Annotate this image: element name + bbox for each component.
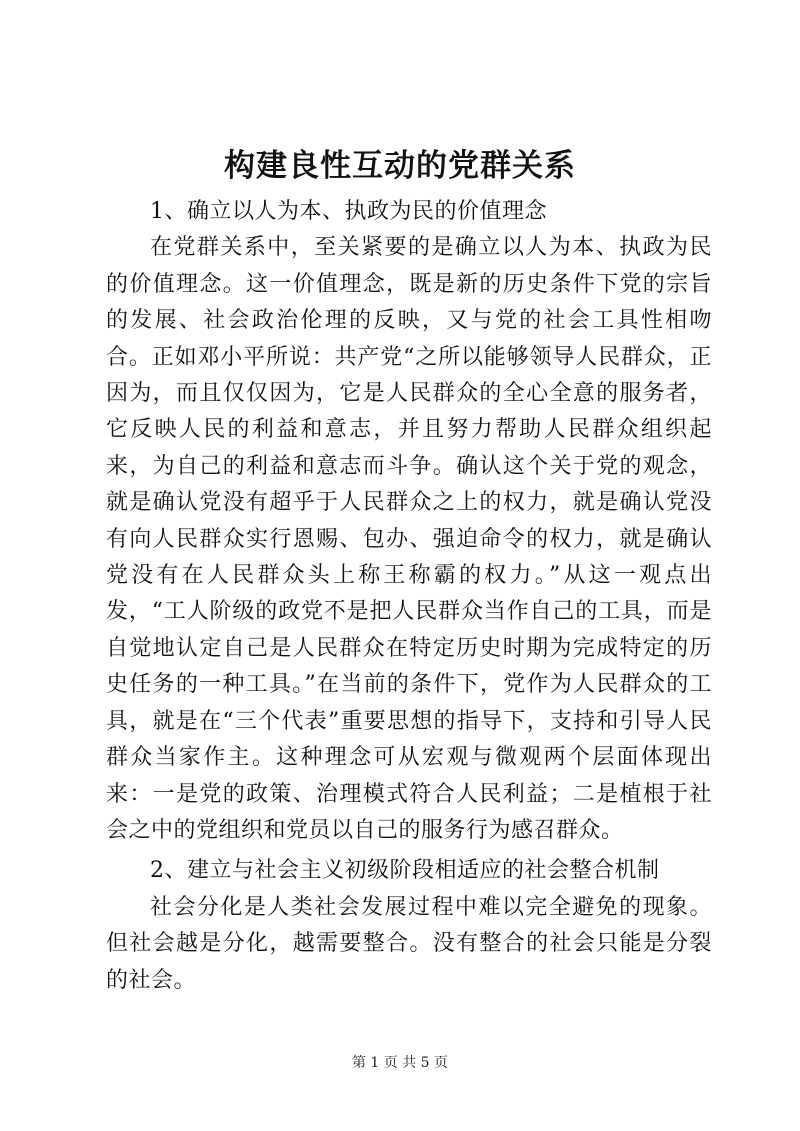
document-body: [106, 194, 712, 999]
section-paragraph-2: 社会分化是人类社会发展过程中难以完全避免的现象。但社会越是分化，越需要整合。没有整合的社会只能是分裂的社会。: [106, 894, 712, 993]
section-heading-1: 1、确立以人为本、执政为民的价值理念: [150, 199, 547, 224]
page-title: 构建良性互动的党群关系: [224, 148, 576, 184]
section-heading-2: 2、建立与社会主义初级阶段相适应的社会整合机制: [150, 858, 660, 884]
section-paragraph-1: 在党群关系中，至关紧要的是确立以人为本、执政为民的价值理念。这一价值理念，既是新的历史条件下党的宗旨的发展、社会政治伦理的反映，又与党的社会工具性相吻合。正如邓小平所说：共产党“之所以能够领导人民群众，正因为，而且仅仅因为，它是人民群众的全心全意的服务者，它反映人民的利益和意志，并且努力帮助人民群众组织起来，为自己的利益和意志而斗争。确认这个关于党的观念，就是确认党没有超乎于人民群众之上的权力，就是确认党没有向人民群众实行恩赐、包办、强迫命令的权力，就是确认党没有在人民群众头上称王称霸的权力。”从这一观点出发，“工人阶级的政党不是把人民群众当作自己的工具，而是自觉地认定自己是人民群众在特定历史时期为完成特定的历史任务的一种工具。”在当前的条件下，党作为人民群众的工具，就是在“三个代表”重要思想的指导下，支持和引导人民群众当家作主。这种理念可从宏观与微观两个层面体现出来：一是党的政策、治理模式符合人民利益；二是植根于社会之中的党组织和党员以自己的服务行为感召群众。: [106, 235, 712, 843]
page-footer: 第 1 页 共 5 页: [351, 1055, 449, 1071]
